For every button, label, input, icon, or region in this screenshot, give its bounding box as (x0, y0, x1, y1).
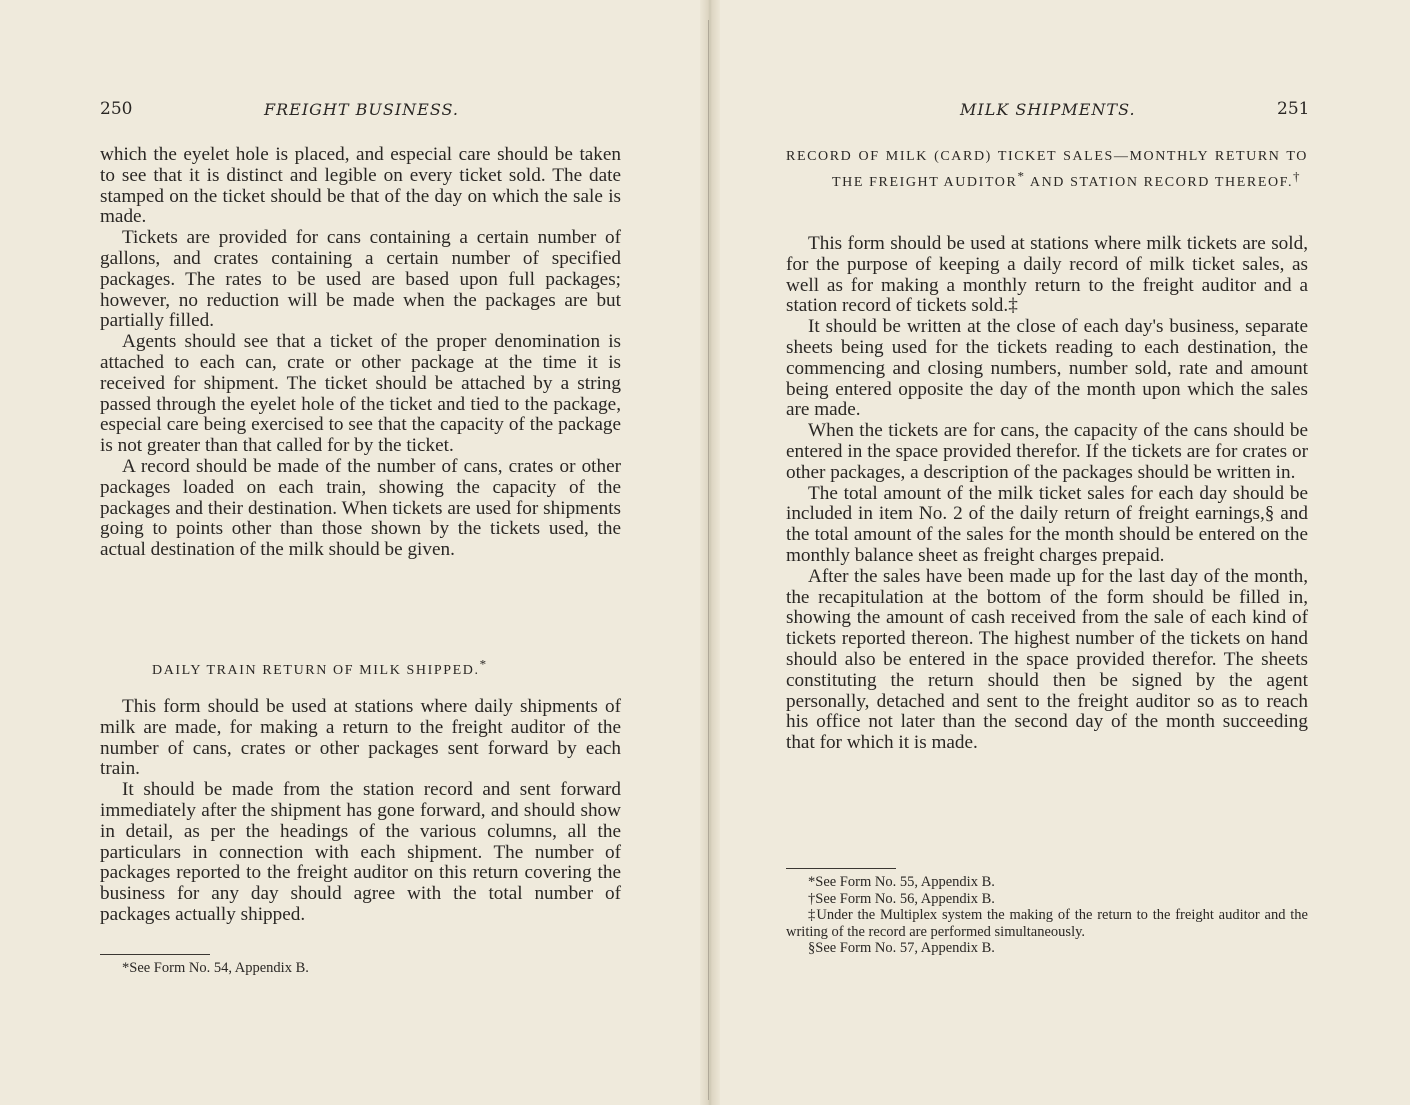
paragraph: A record should be made of the number of cans, crates or other packages loaded on each train, showing the capacity of the packages and their destination. When tickets are used for shipments going to points other than those shown by the tickets used, the actual destination of the milk should be given. (100, 455, 621, 561)
book-gutter (700, 0, 720, 1105)
footnote: §See Form No. 57, Appendix B. (808, 940, 995, 956)
footnote: *See Form No. 54, Appendix B. (122, 960, 309, 976)
left-page-number: 250 (100, 99, 133, 119)
left-page (0, 0, 700, 1105)
left-running-head: FREIGHT BUSINESS. (264, 100, 459, 119)
paragraph: Agents should see that a ticket of the proper denomination is attached to each can, crate or other package at the time it is received for shipment. The ticket should be attached by a string passed through the eyelet hole of the ticket and tied to the package, especial care being exercised to see that the capacity of the package is not greater than that called for by the ticket. (100, 331, 621, 457)
footnote-rule (786, 868, 896, 869)
right-section-heading (786, 144, 1308, 196)
paragraph: It should be written at the close of each day's business, separate sheets being used for the tickets reading to each destination, the commencing and closing numbers, number sold, rate and amount being entered opposite the day of the month upon which the sales are made. (786, 316, 1308, 421)
paragraph: This form should be used at stations where daily shipments of milk are made, for making a return to the freight auditor of the number of cans, crates or other packages sent forward by each train. (100, 696, 621, 780)
footnote: †See Form No. 56, Appendix B. (808, 890, 995, 907)
footnote-mark: † (1293, 168, 1302, 184)
gutter-crease (708, 20, 709, 1100)
left-footnotes (100, 960, 621, 977)
paragraph: Tickets are provided for cans containing a certain number of gallons, and crates containing a certain number of specified packages. The rates to be used are based upon full packages; however, no reduction will be made when the packages are but partially filled. (100, 227, 621, 332)
paragraph: which the eyelet hole is placed, and especial care should be taken to see that it is distinct and legible on every ticket sold. The date stamped on the ticket should be that of the day on which the sale is made. (100, 144, 621, 228)
paragraph: The total amount of the milk ticket sales for each day should be included in item No. 2 of the daily return of freight earnings,§ and the total amount of the sales for the month should be entered on the monthly balance sheet as freight charges prepaid. (786, 482, 1308, 566)
footnote-mark: * (479, 656, 488, 672)
section-heading-text-1: RECORD OF MILK (CARD) TICKET SALES—MONTHLY RETURN TO THE FREIGHT AUDITOR (786, 149, 1308, 190)
section-heading-text-2: AND STATION RECORD THEREOF. (1025, 175, 1294, 190)
section-heading-text: DAILY TRAIN RETURN OF MILK SHIPPED. (152, 663, 480, 678)
right-page-number: 251 (1277, 99, 1310, 119)
right-page (720, 0, 1410, 1105)
paragraph: After the sales have been made up for the last day of the month, the recapitulation at the bottom of the form should be filled in, showing the amount of cash received from the sale of each kind of tickets reported thereon. The highest number of the tickets on hand should also be entered in the space provided therefor. The sheets constituting the return should then be signed by the agent personally, detached and sent to the freight auditor so as to reach his office not later than the second day of the month succeeding that for which it is made. (786, 565, 1308, 754)
footnote-mark: * (1017, 168, 1026, 184)
footnote-rule (100, 954, 210, 955)
left-body-bottom (100, 697, 621, 926)
footnote: ‡Under the Multiplex system the making of the return to the freight auditor and the writing of the record are performed simultaneously. (786, 907, 1308, 940)
right-body (786, 234, 1308, 754)
right-running-head: MILK SHIPMENTS. (960, 100, 1136, 119)
left-section-heading (100, 658, 621, 684)
paragraph: This form should be used at stations where milk tickets are sold, for the purpose of keeping a daily record of milk ticket sales, as well as for making a monthly return to the freight auditor and a station record of tickets sold.‡ (786, 233, 1308, 317)
right-footnotes (786, 874, 1308, 957)
footnote: *See Form No. 55, Appendix B. (808, 874, 995, 890)
paragraph: It should be made from the station record and sent forward immediately after the shipment has gone forward, and should show in detail, as per the headings of the various columns, all the particulars in connection with each shipment. The number of packages reported to the freight auditor on this return covering the business for any day should agree with the total number of packages actually shipped. (100, 779, 621, 925)
paragraph: When the tickets are for cans, the capacity of the cans should be entered in the space provided therefor. If the tickets are for crates or other packages, a description of the packages should be written in. (786, 420, 1308, 483)
left-body-top (100, 145, 621, 561)
